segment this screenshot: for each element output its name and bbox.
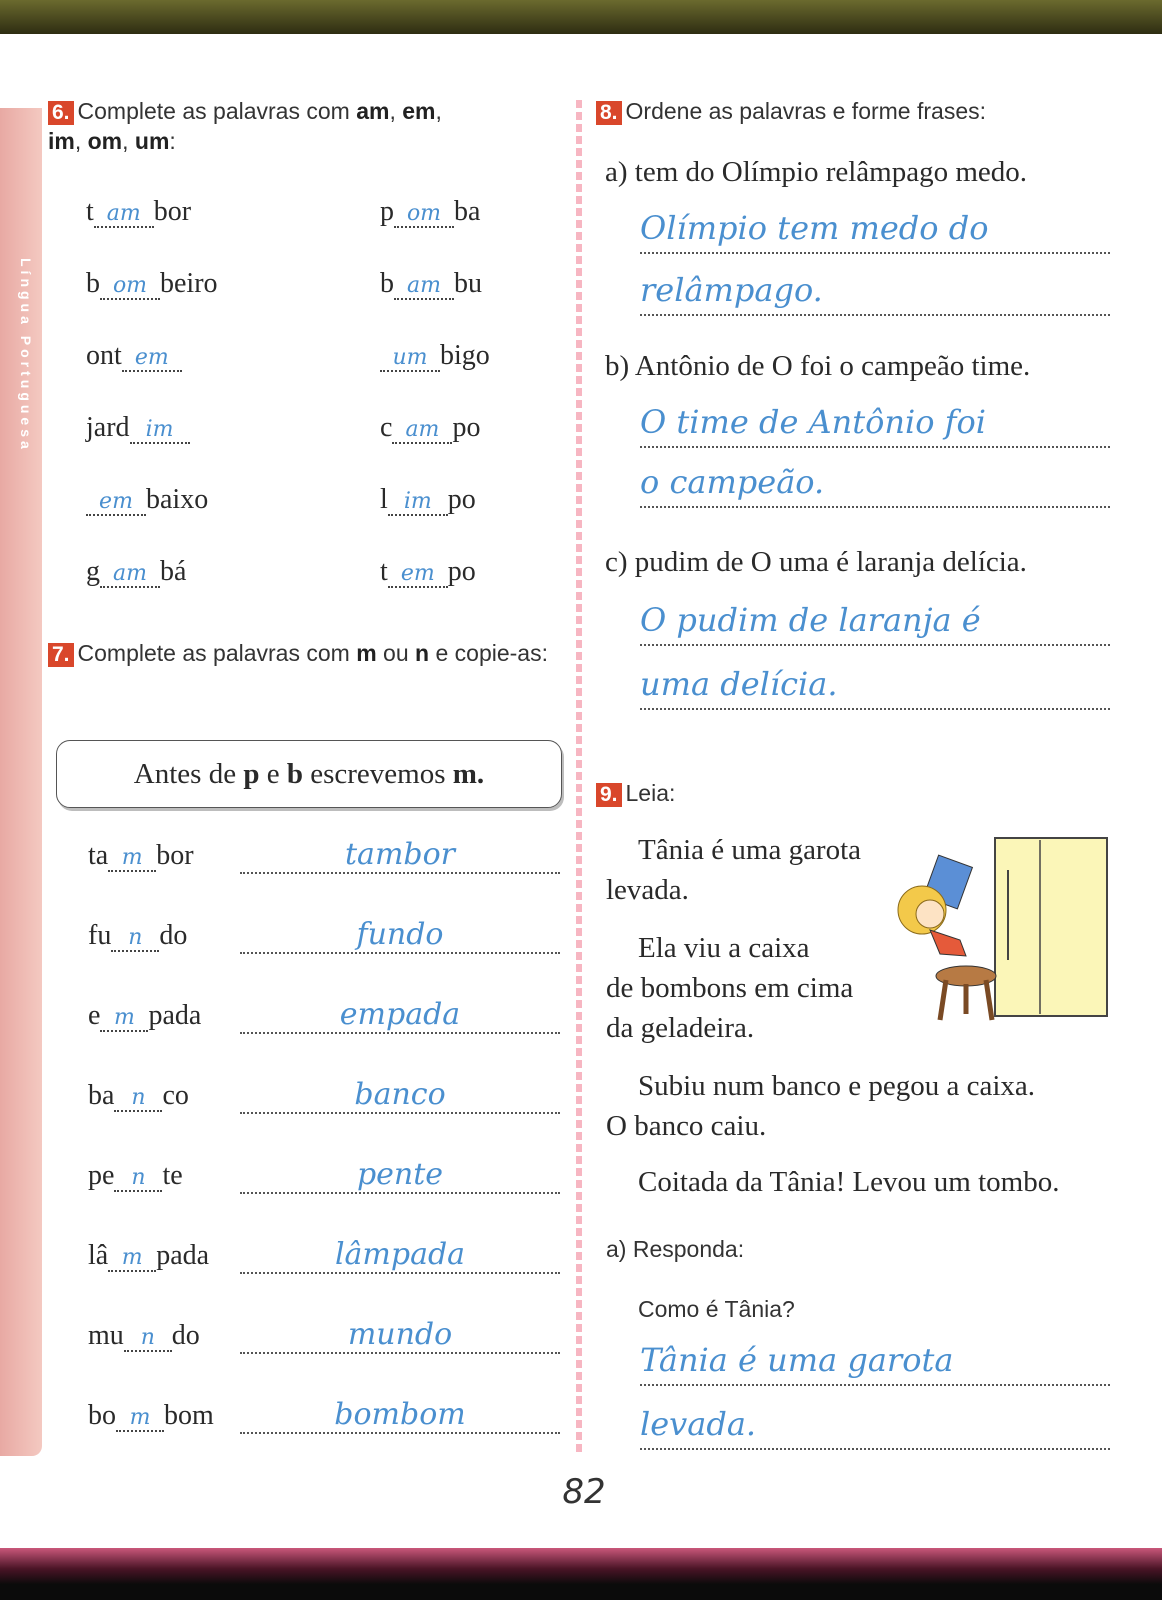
- q7-row: [88, 1397, 560, 1440]
- q7-word-prefix: mu: [88, 1320, 124, 1351]
- q8-number: 8.: [596, 101, 622, 125]
- q7-word-suffix: bom: [164, 1400, 214, 1431]
- q8b-label: b): [605, 350, 630, 382]
- q6-item-blank[interactable]: im: [130, 418, 190, 444]
- q6-item: [86, 196, 191, 228]
- q7-word-prefix: pe: [88, 1160, 115, 1191]
- q6-heading: [48, 96, 558, 156]
- q9a-question: Como é Tânia?: [638, 1296, 795, 1322]
- story-line: de bombons em cima: [606, 972, 854, 1004]
- q6-sep: ,: [122, 128, 129, 154]
- q7-copy-answer[interactable]: bombom: [334, 1397, 466, 1432]
- q7-copy-answer[interactable]: banco: [354, 1077, 446, 1112]
- q7-word-suffix: pada: [156, 1240, 210, 1271]
- q6-number: 6.: [48, 101, 74, 125]
- q7-heading: [48, 638, 563, 668]
- q7-row: [88, 1077, 560, 1120]
- story-line: Tânia é uma garota: [638, 834, 862, 866]
- q7-word-prefix: e: [88, 1000, 101, 1031]
- q7-row: [88, 1317, 560, 1360]
- q6-option: am: [356, 98, 390, 124]
- q7-word-blank[interactable]: n: [114, 1166, 162, 1192]
- q9-text: Leia:: [625, 780, 676, 806]
- q6-item-blank[interactable]: em: [86, 490, 146, 516]
- q6-option: em: [402, 98, 436, 124]
- q6-sep: ,: [389, 98, 396, 124]
- q6-item: [86, 556, 186, 588]
- q7-number: 7.: [48, 643, 74, 667]
- q7-word: [88, 920, 187, 952]
- story-line: levada.: [606, 874, 689, 906]
- rule-letter: p: [243, 758, 260, 790]
- q7-copy-answer[interactable]: pente: [356, 1157, 444, 1192]
- q7-copy-answer[interactable]: lâmpada: [334, 1237, 466, 1272]
- story-paragraph-3: [606, 1066, 1126, 1146]
- q8a-label: a): [605, 156, 628, 188]
- q6-item-blank[interactable]: am: [94, 202, 154, 228]
- q8c-answer-line-2[interactable]: uma delícia.: [640, 664, 1110, 710]
- q7-word-blank[interactable]: m: [108, 1246, 156, 1272]
- page-bottom-edge: [0, 1548, 1162, 1600]
- q9-number: 9.: [596, 783, 622, 807]
- story-line: Subiu num banco e pegou a caixa.: [638, 1070, 1036, 1102]
- q7-copy-line[interactable]: [240, 952, 560, 954]
- q7-word: [88, 1080, 189, 1112]
- q6-text: Complete as palavras com: [77, 98, 350, 124]
- q6-item-prefix: b: [380, 268, 394, 299]
- q6-option: um: [134, 128, 170, 154]
- q6-item-prefix: g: [86, 556, 100, 587]
- q8-heading: [596, 96, 1136, 126]
- q6-item: [380, 196, 480, 228]
- q6-item: [86, 484, 208, 516]
- girl-fridge-illustration: [870, 830, 1120, 1030]
- page-top-edge: [0, 0, 1162, 34]
- q6-item-blank[interactable]: am: [100, 562, 160, 588]
- q6-item: [380, 484, 476, 516]
- story-line: Ela viu a caixa: [638, 932, 810, 964]
- q7-word: [88, 1320, 200, 1352]
- q7-word-blank[interactable]: n: [124, 1326, 172, 1352]
- q6-item-suffix: bigo: [440, 340, 490, 371]
- q9a-answer-line-2[interactable]: levada.: [640, 1404, 1110, 1450]
- q7-word-prefix: lâ: [88, 1240, 109, 1271]
- q7-word-suffix: do: [171, 1320, 200, 1351]
- q9a-answer-line-1[interactable]: Tânia é uma garota: [640, 1340, 1110, 1386]
- rule-letter: b: [286, 758, 303, 790]
- story-line: O banco caiu.: [606, 1110, 767, 1142]
- q6-item-blank[interactable]: om: [394, 202, 454, 228]
- q9-heading: [596, 778, 796, 808]
- q6-item: [86, 268, 218, 300]
- q7-word-blank[interactable]: m: [108, 846, 156, 872]
- q7-word-suffix: do: [159, 920, 188, 951]
- q7-copy-answer[interactable]: tambor: [345, 837, 455, 872]
- q7-row: [88, 1157, 560, 1200]
- q6-sep: ,: [74, 128, 82, 154]
- q6-item-prefix: t: [86, 196, 94, 227]
- q8a-answer-line-2[interactable]: relâmpago.: [640, 270, 1110, 316]
- q8b-answer-line-1[interactable]: O time de Antônio foi: [640, 402, 1110, 448]
- story-paragraph-1: [606, 830, 906, 910]
- q9a-label: a) Responda:: [606, 1236, 745, 1262]
- q7-copy-line[interactable]: [240, 1272, 560, 1274]
- q7-word: [88, 1240, 209, 1272]
- q7-copy-answer[interactable]: fundo: [356, 917, 444, 952]
- q7-word-blank[interactable]: m: [100, 1006, 148, 1032]
- story-paragraph-2: [606, 928, 906, 1048]
- side-strip: [0, 108, 42, 1456]
- q6-item-blank[interactable]: im: [388, 490, 448, 516]
- q6-sep: ,: [435, 98, 442, 124]
- q7-word-suffix: co: [162, 1080, 189, 1111]
- q6-item-prefix: p: [380, 196, 394, 227]
- q6-item-suffix: po: [447, 484, 476, 515]
- story-line: da geladeira.: [606, 1012, 755, 1044]
- rule-box: [56, 740, 562, 808]
- q7-copy-line[interactable]: [240, 1112, 560, 1114]
- q8c-label: c): [605, 546, 628, 578]
- story-paragraph-4: Coitada da Tânia! Levou um tombo.: [638, 1166, 1060, 1198]
- q6-option: im: [48, 128, 75, 154]
- q6-item-prefix: b: [86, 268, 100, 299]
- q7-copy-line[interactable]: [240, 1192, 560, 1194]
- q7-row: [88, 837, 560, 880]
- q6-item: [380, 340, 490, 372]
- q6-item-suffix: baixo: [146, 484, 209, 515]
- q6-item-prefix: jard: [86, 412, 130, 443]
- q7-word-suffix: bor: [156, 840, 194, 871]
- q7-row: [88, 997, 560, 1040]
- q6-item: [86, 340, 182, 372]
- q8-text: Ordene as palavras e forme frases:: [625, 98, 987, 124]
- rule-text: Antes de: [133, 758, 237, 790]
- q7-word-blank[interactable]: m: [116, 1406, 164, 1432]
- q6-item-prefix: t: [380, 556, 388, 587]
- side-label: Língua Portuguesa: [18, 258, 34, 453]
- q7-row: [88, 917, 560, 960]
- q7-copy-line[interactable]: [240, 1432, 560, 1434]
- q8b-answer-line-2[interactable]: o campeão.: [640, 462, 1110, 508]
- rule-text: escrevemos: [310, 758, 446, 790]
- q6-item: [380, 412, 480, 444]
- q8a-text: tem do Olímpio relâmpago medo.: [634, 156, 1028, 188]
- q7-text-suffix: e copie-as:: [435, 640, 548, 666]
- q7-word-prefix: ta: [88, 840, 109, 871]
- q6-item-prefix: ont: [86, 340, 122, 371]
- rule-letter: m.: [452, 758, 485, 790]
- page-number: 82: [562, 1472, 606, 1512]
- q6-item-blank[interactable]: om: [100, 274, 160, 300]
- q7-copy-answer[interactable]: mundo: [347, 1317, 453, 1352]
- q6-item-suffix: bor: [153, 196, 192, 227]
- q6-item: [86, 412, 190, 444]
- q7-text-mid: ou: [383, 640, 409, 666]
- q6-item-blank[interactable]: em: [122, 346, 182, 372]
- q6-item-prefix: c: [380, 412, 393, 443]
- q6-sep: :: [169, 128, 176, 154]
- q7-option: n: [415, 640, 430, 666]
- q7-word-prefix: ba: [88, 1080, 115, 1111]
- q8b-prompt: [605, 350, 1030, 383]
- q7-row: [88, 1237, 560, 1280]
- q7-word-prefix: bo: [88, 1400, 116, 1431]
- q7-copy-answer[interactable]: empada: [339, 997, 461, 1032]
- q6-item-suffix: beiro: [160, 268, 218, 299]
- q6-item-suffix: bu: [454, 268, 482, 299]
- q7-word-prefix: fu: [88, 920, 112, 951]
- q6-item-prefix: l: [380, 484, 388, 515]
- q6-item-blank[interactable]: am: [394, 274, 454, 300]
- q7-word-suffix: pada: [148, 1000, 202, 1031]
- q6-item-blank[interactable]: am: [392, 418, 452, 444]
- q7-copy-line[interactable]: [240, 872, 560, 874]
- q7-word: [88, 1400, 214, 1432]
- q8c-prompt: [605, 546, 1027, 579]
- q6-item-blank[interactable]: em: [388, 562, 448, 588]
- q7-copy-line[interactable]: [240, 1352, 560, 1354]
- q7-word-suffix: te: [162, 1160, 183, 1191]
- q6-item-suffix: po: [452, 412, 481, 443]
- q7-option: m: [356, 640, 377, 666]
- q8c-text: pudim de O uma é laranja delícia.: [634, 546, 1027, 578]
- rule-text: e: [266, 758, 280, 790]
- q7-word: [88, 840, 194, 872]
- q7-text: Complete as palavras com: [77, 640, 350, 666]
- q8b-text: Antônio de O foi o campeão time.: [634, 350, 1031, 382]
- q7-word-blank[interactable]: n: [111, 926, 159, 952]
- q7-copy-line[interactable]: [240, 1032, 560, 1034]
- q7-word: [88, 1160, 183, 1192]
- column-divider: [576, 100, 582, 1452]
- q7-word-blank[interactable]: n: [114, 1086, 162, 1112]
- q6-item: [380, 268, 482, 300]
- q6-item-blank[interactable]: um: [380, 346, 440, 372]
- q6-item-suffix: bá: [160, 556, 187, 587]
- q6-item: [380, 556, 476, 588]
- q7-word: [88, 1000, 201, 1032]
- q6-item-suffix: ba: [454, 196, 481, 227]
- q8c-answer-line-1[interactable]: O pudim de laranja é: [640, 600, 1110, 646]
- q6-item-suffix: po: [447, 556, 476, 587]
- q8a-answer-line-1[interactable]: Olímpio tem medo do: [640, 208, 1110, 254]
- q8a-prompt: [605, 156, 1027, 189]
- q6-option: om: [87, 128, 123, 154]
